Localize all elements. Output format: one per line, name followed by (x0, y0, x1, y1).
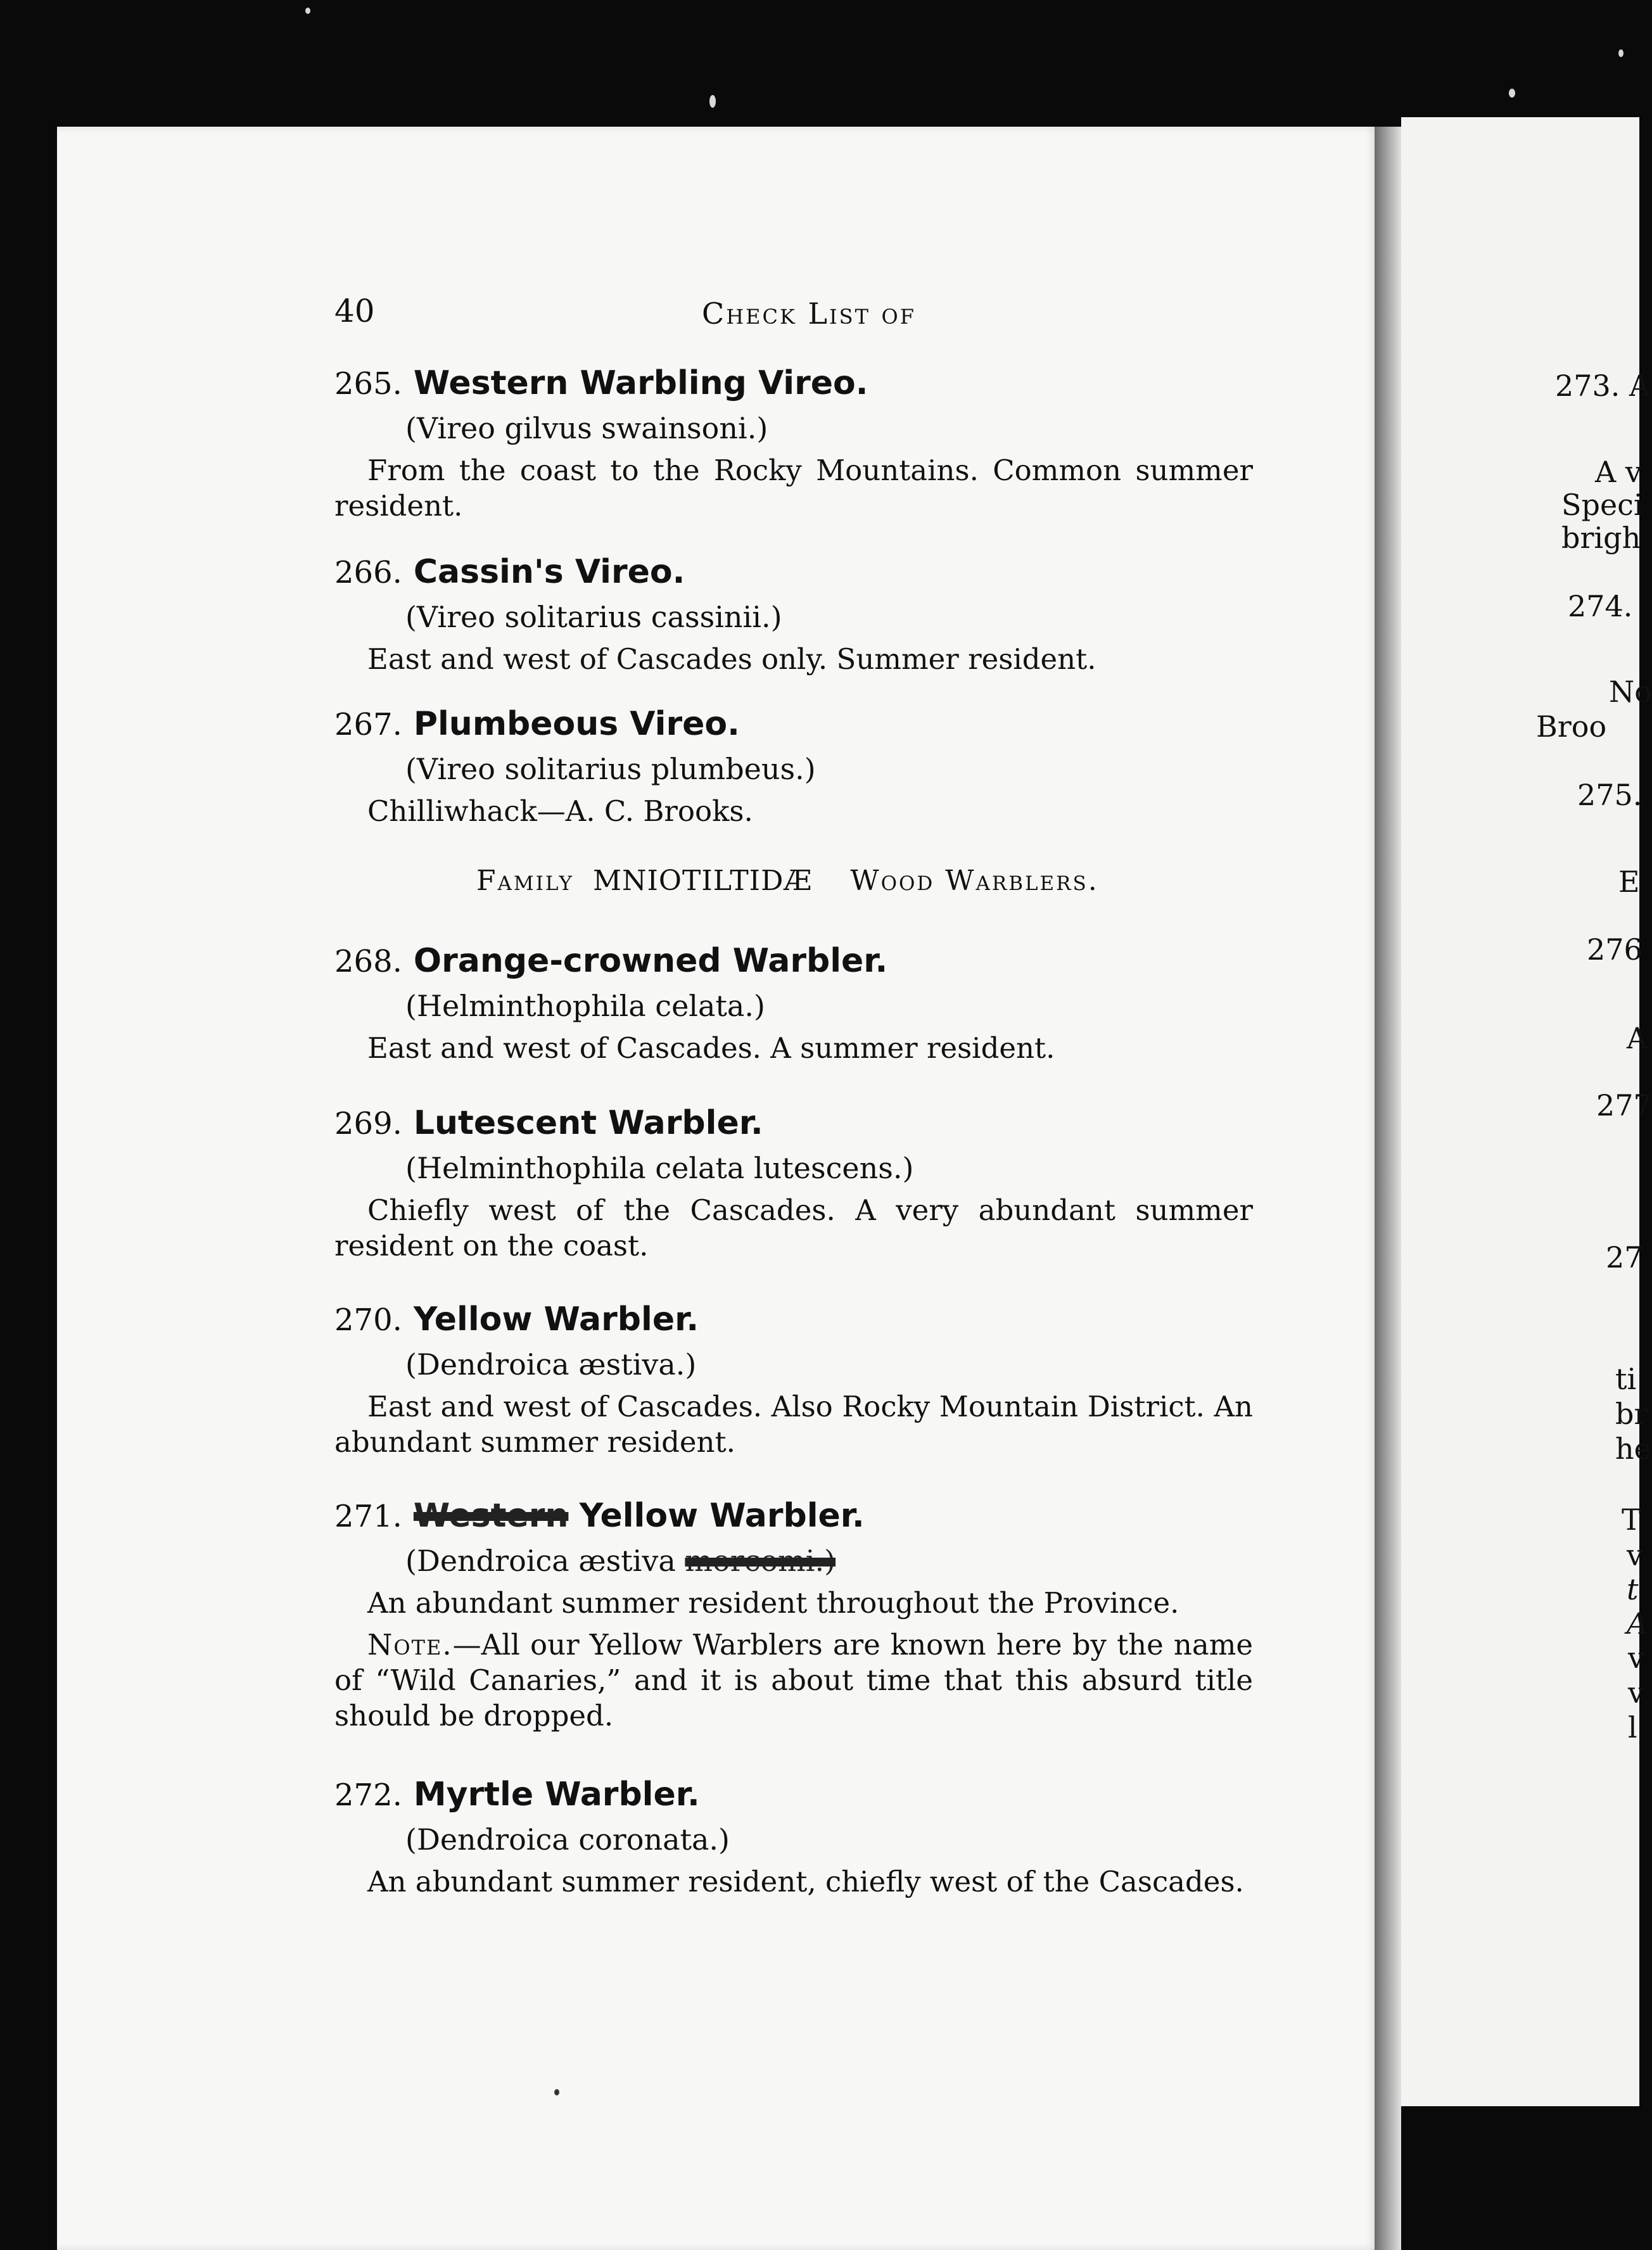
latin-name: (Dendroica coronata.) (405, 1822, 730, 1857)
entry-title (334, 703, 1253, 743)
right-fragment: v (1628, 1641, 1644, 1675)
right-fragment: A (1627, 1021, 1648, 1055)
right-fragment: T (1622, 1503, 1641, 1537)
right-fragment: 276 (1587, 932, 1642, 967)
latin-name: (Dendroica æstiva.) (405, 1347, 697, 1382)
entry-265 (334, 362, 1253, 524)
entry-number: 271. (334, 1499, 402, 1534)
entry-title (334, 1299, 1253, 1338)
right-fragment: Speci (1561, 488, 1643, 522)
right-fragment: Broo (1536, 709, 1607, 744)
species-name: Cassin's Vireo. (413, 553, 685, 591)
entry-description: East and west of Cascades. A summer resident. (367, 1031, 1055, 1065)
struck-word: Western (413, 1497, 569, 1535)
right-fragment: t (1627, 1572, 1639, 1606)
entry-description: From the coast to the Rocky Mountains. Common summer resident. (334, 454, 1253, 523)
scan-speck (1509, 89, 1515, 98)
right-fragment: 27 (1606, 1240, 1643, 1274)
right-fragment: No (1609, 675, 1652, 709)
latin-name: (Vireo solitarius cassinii.) (405, 600, 782, 634)
entry-268 (334, 940, 1253, 1066)
entry-description: Chiefly west of the Cascades. A very abundant summer resident on the coast. (334, 1193, 1253, 1262)
species-name: Orange-crowned Warbler. (413, 942, 888, 980)
right-fragment: E (1618, 865, 1640, 899)
latin-name: (Helminthophila celata lutescens.) (405, 1151, 914, 1185)
entry-number: 269. (334, 1106, 402, 1141)
entry-266 (334, 551, 1253, 677)
right-fragment: 274. (1568, 589, 1633, 623)
latin-name-text: (Dendroica æstiva (405, 1544, 676, 1578)
species-name: Myrtle Warbler. (413, 1776, 700, 1814)
scan-speck (305, 8, 310, 14)
entry-number: 270. (334, 1302, 402, 1338)
right-fragment: 277 (1596, 1088, 1652, 1122)
latin-name (405, 1544, 1253, 1578)
page-header (334, 293, 1253, 337)
scan-dot (554, 2089, 559, 2095)
entry-title (334, 1102, 1253, 1142)
entry-title (334, 940, 1253, 980)
right-fragment: brigh (1561, 521, 1641, 555)
scan-speck (709, 95, 716, 108)
species-name: Plumbeous Vireo. (413, 705, 740, 743)
book-gutter (1375, 127, 1401, 2250)
note-label: Note. (367, 1628, 453, 1662)
entry-title (334, 362, 1253, 402)
entry-271 (334, 1495, 1253, 1734)
entry-270 (334, 1299, 1253, 1460)
latin-name: (Vireo solitarius plumbeus.) (405, 752, 816, 786)
scan-speck (1618, 49, 1623, 57)
species-name: Lutescent Warbler. (413, 1104, 763, 1142)
right-fragment: ti (1615, 1362, 1637, 1396)
entry-269 (334, 1102, 1253, 1264)
scan-border (1470, 2109, 1639, 2250)
entry-267 (334, 703, 1253, 829)
right-fragment: br (1615, 1397, 1648, 1431)
family-heading (476, 865, 1099, 897)
family-label: Family (476, 865, 574, 897)
species-name: Yellow Warbler. (413, 1300, 699, 1338)
family-name: MNIOTILTIDÆ (592, 865, 813, 897)
entry-description: East and west of Cascades. Also Rocky Mountain District. An abundant summer resident. (334, 1390, 1253, 1459)
note-text: —All our Yellow Warblers are known here by the name of “Wild Canaries,” and it is about time that this absurd title should be dropped. (334, 1628, 1253, 1732)
entry-number: 266. (334, 555, 402, 590)
entry-description: East and west of Cascades only. Summer resident. (367, 642, 1096, 676)
entry-description: An abundant summer resident, chiefly west of the Cascades. (367, 1865, 1244, 1898)
entry-272 (334, 1774, 1253, 1900)
right-fragment: v (1628, 1675, 1644, 1710)
entry-title (334, 551, 1253, 591)
entry-description: Chilliwhack—A. C. Brooks. (367, 794, 753, 828)
entry-number: 268. (334, 944, 402, 979)
entry-number: 267. (334, 707, 402, 742)
page-number: 40 (334, 293, 375, 329)
species-name: Western Warbling Vireo. (413, 364, 868, 402)
entry-description: An abundant summer resident throughout the Province. (367, 1586, 1179, 1620)
entry-number: 272. (334, 1777, 402, 1813)
entry-note (334, 1627, 1253, 1734)
latin-name: (Vireo gilvus swainsoni.) (405, 411, 768, 445)
right-fragment: he (1615, 1432, 1651, 1466)
struck-latin: morcomi.) (685, 1544, 836, 1578)
running-head: Check List of (702, 296, 916, 331)
latin-name: (Helminthophila celata.) (405, 989, 765, 1023)
right-fragment: A (1627, 1606, 1648, 1641)
right-fragment: l (1628, 1710, 1637, 1745)
entry-title (334, 1495, 1253, 1535)
right-fragment: v (1627, 1538, 1643, 1572)
species-name: Yellow Warbler. (579, 1497, 865, 1535)
right-fragment: 273. A (1555, 369, 1651, 403)
entry-number: 265. (334, 366, 402, 402)
right-fragment: A v (1595, 455, 1642, 489)
right-fragment: 275. (1577, 778, 1642, 812)
family-common-name: Wood Warblers. (850, 865, 1099, 897)
entry-title (334, 1774, 1253, 1814)
